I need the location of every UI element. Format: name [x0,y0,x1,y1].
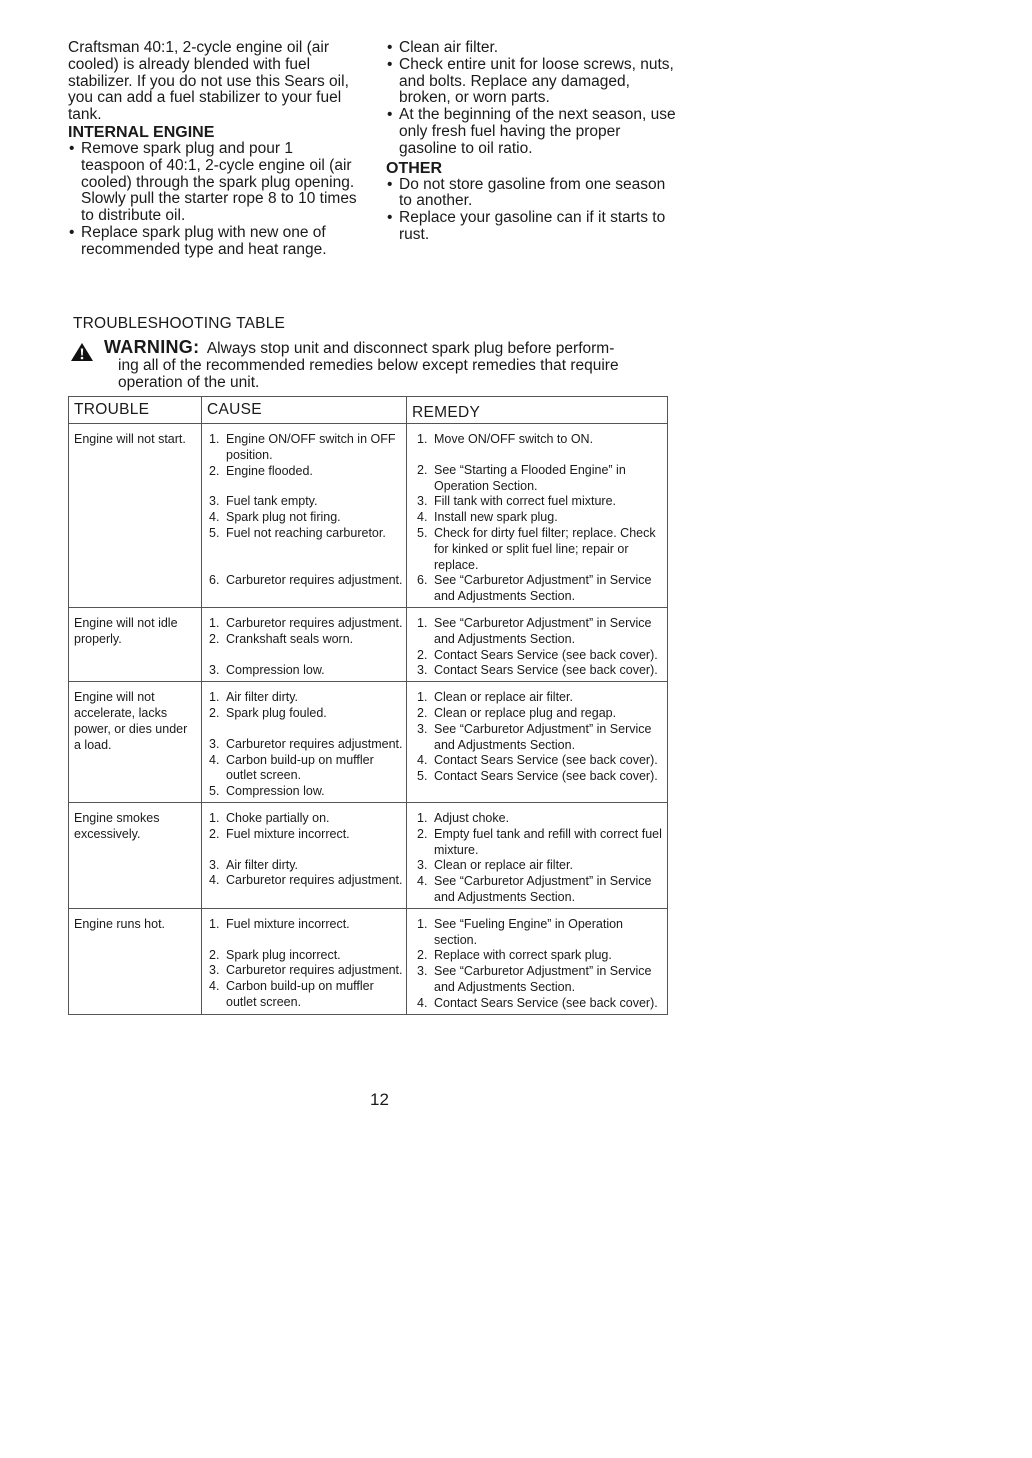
item-number: 2. [417,647,428,662]
cause-item: Fuel not reaching carburetor. [226,525,386,540]
cause-item: Air filter dirty. [226,690,298,705]
table-header-row [69,397,668,424]
header-remedy: REMEDY [407,397,668,424]
cause-item: Carbon build-up on muffler outlet screen. [226,979,374,1009]
table-row [69,424,668,608]
item-number: 4. [417,510,428,525]
item-number: 1. [417,615,428,630]
cause-item: Carburetor requires adjustment. [226,572,403,587]
warning-label: WARNING: [104,337,200,357]
list-item: • At the beginning of the next season, use only fresh fuel having the proper gasoline to oil ratio. [386,107,676,157]
cause-item: Carburetor requires adjustment. [226,963,403,978]
item-number: 5. [209,784,220,799]
item-number: 2. [209,631,220,646]
trouble-cell: Engine smokes excessively. [69,802,202,908]
cause-item: Carburetor requires adjustment. [226,736,403,751]
table-row [69,607,668,681]
item-number: 2. [417,705,428,720]
cause-item: Spark plug fouled. [226,705,327,720]
remedy-cell [407,908,668,1014]
cause-item: Air filter dirty. [226,857,298,872]
internal-engine-list [68,141,360,259]
trouble-cell: Engine will not idle properly. [69,607,202,681]
table-row [69,908,668,1014]
remedy-item: Adjust choke. [434,810,510,825]
item-number: 2. [209,947,220,962]
header-cause: CAUSE [202,397,407,424]
remedy-cell [407,607,668,681]
item-number: 2. [209,705,220,720]
item-number: 1. [417,690,428,705]
cause-item: Carburetor requires adjustment. [226,615,403,630]
remedy-item: Empty fuel tank and refill with correct fuel mixture. [434,826,662,857]
item-number: 6. [209,572,220,587]
cause-item: Carburetor requires adjustment. [226,873,403,888]
remedy-cell [407,802,668,908]
item-number: 5. [417,769,428,784]
list-item: • Remove spark plug and pour 1 teaspoon of 40:1, 2-cycle engine oil (air cooled) through the spark plug opening. Slowly pull the starter rope 8 to 10 times to distribute oil. [68,141,360,225]
item-number: 1. [209,810,220,825]
cause-item: Crankshaft seals worn. [226,631,354,646]
item-number: 3. [417,858,428,873]
right-column [386,40,676,244]
header-trouble: TROUBLE [69,397,202,424]
cause-item: Spark plug not firing. [226,510,341,525]
cause-item: Engine flooded. [226,463,313,478]
warning-triangle-icon [70,342,94,362]
list-item: • Do not store gasoline from one season to another. [386,177,676,211]
cause-item: Fuel mixture incorrect. [226,826,350,841]
item-number: 3. [417,663,428,678]
trouble-cell: Engine will not start. [69,424,202,608]
list-item: • Check entire unit for loose screws, nuts, and bolts. Replace any damaged, broken, or worn parts. [386,57,676,107]
item-number: 1. [209,615,220,630]
list-item: • Replace spark plug with new one of recommended type and heat range. [68,225,360,259]
item-number: 3. [417,964,428,979]
cause-cell [202,802,407,908]
remedy-item: Contact Sears Service (see back cover). [434,663,658,678]
remedy-item: Contact Sears Service (see back cover). [434,995,658,1010]
cause-cell [202,424,407,608]
cause-cell [202,682,407,803]
cause-item: Compression low. [226,784,325,799]
remedy-item: Fill tank with correct fuel mixture. [434,494,616,509]
page-number: 12 [370,1090,389,1109]
item-number: 4. [417,753,428,768]
remedy-item: See “Starting a Flooded Engine” in Operation Section. [434,462,626,493]
remedy-item: See “Carburetor Adjustment” in Service and Adjustments Section. [434,573,652,604]
warning-text-line: Always stop unit and disconnect spark plug before perform- [206,340,615,357]
remedy-item: See “Carburetor Adjustment” in Service and Adjustments Section. [434,964,652,994]
trouble-cell: Engine runs hot. [69,908,202,1014]
item-number: 1. [417,810,428,825]
item-number: 2. [417,948,428,963]
remedy-item: See “Carburetor Adjustment” in Service and Adjustments Section. [434,874,652,904]
table-row [69,682,668,803]
item-number: 4. [209,510,220,525]
item-number: 1. [417,916,428,931]
storage-list [386,40,676,158]
remedy-item: Clean or replace air filter. [434,690,573,705]
remedy-item: Contact Sears Service (see back cover). [434,769,658,784]
cause-item: Fuel tank empty. [226,494,318,509]
item-number: 1. [209,916,220,931]
item-number: 3. [209,857,220,872]
item-number: 5. [209,525,220,540]
remedy-item: Install new spark plug. [434,510,558,525]
item-number: 4. [209,873,220,888]
remedy-cell [407,682,668,803]
other-heading: OTHER [386,159,442,177]
remedy-item: Clean or replace plug and regap. [434,705,617,720]
trouble-cell: Engine will not accelerate, lacks power, or dies under a load. [69,682,202,803]
item-number: 2. [417,462,428,477]
item-number: 4. [417,995,428,1010]
item-number: 5. [417,525,428,540]
item-number: 1. [209,690,220,705]
warning-block [70,339,670,391]
list-item: • Replace your gasoline can if it starts to rust. [386,210,676,244]
remedy-item: See “Carburetor Adjustment” in Service and Adjustments Section. [434,721,652,752]
cause-cell [202,908,407,1014]
table-row [69,802,668,908]
item-number: 1. [417,432,428,446]
cause-item: Compression low. [226,662,325,677]
item-number: 4. [417,874,428,889]
remedy-item: See “Fueling Engine” in Operation section. [434,916,624,947]
cause-item: Engine ON/OFF switch in OFF position. [226,432,396,462]
warning-text-rest: ing all of the recommended remedies below except remedies that require operation of the unit. [118,357,619,391]
item-number: 2. [209,463,220,478]
left-column [68,40,360,259]
cause-item: Choke partially on. [226,810,330,825]
item-number: 2. [209,826,220,841]
other-list [386,177,676,244]
cause-item: Carbon build-up on muffler outlet screen. [226,752,374,783]
item-number: 6. [417,573,428,588]
item-number: 3. [209,736,220,751]
item-number: 3. [209,494,220,509]
internal-engine-heading: INTERNAL ENGINE [68,123,215,141]
cause-item: Spark plug incorrect. [226,947,341,962]
item-number: 4. [209,752,220,767]
item-number: 3. [209,963,220,978]
remedy-item: Check for dirty fuel filter; replace. Check for kinked or split fuel line; repair or replace. [434,525,656,572]
remedy-item: See “Carburetor Adjustment” in Service and Adjustments Section. [434,615,652,646]
item-number: 1. [209,432,220,446]
fuel-stabilizer-paragraph: Craftsman 40:1, 2-cycle engine oil (air cooled) is already blended with fuel stabilizer. If you do not use this Sears oil, you can add a fuel stabilizer to your fuel tank. [68,39,349,124]
item-number: 4. [209,979,220,994]
remedy-item: Clean or replace air filter. [434,858,573,873]
item-number: 3. [417,721,428,736]
item-number: 3. [209,662,220,677]
cause-cell [202,607,407,681]
remedy-item: Replace with correct spark plug. [434,948,612,963]
list-item: • Clean air filter. [386,40,676,57]
cause-item: Fuel mixture incorrect. [226,916,350,931]
remedy-cell [407,424,668,608]
remedy-item: Move ON/OFF switch to ON. [434,432,594,446]
remedy-item: Contact Sears Service (see back cover). [434,647,658,662]
remedy-item: Contact Sears Service (see back cover). [434,753,658,768]
troubleshooting-table [68,396,668,1015]
item-number: 3. [417,494,428,509]
troubleshooting-title: TROUBLESHOOTING TABLE [73,315,286,332]
item-number: 2. [417,826,428,841]
